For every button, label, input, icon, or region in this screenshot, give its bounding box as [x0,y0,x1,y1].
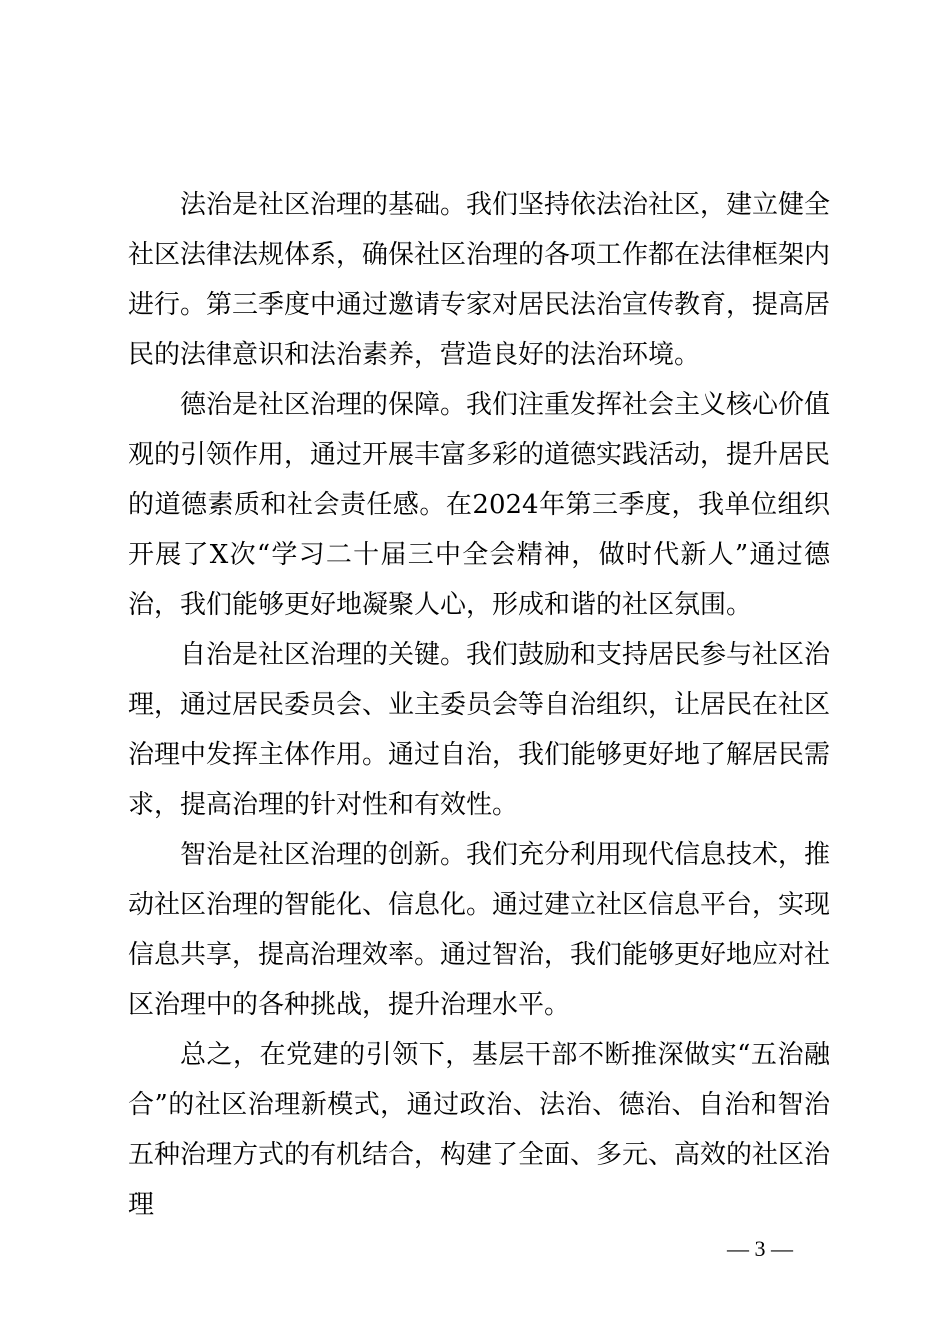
page-number: — 3 — [727,1236,793,1261]
paragraph-smart-governance: 智治是社区治理的创新。我们充分利用现代信息技术，推动社区治理的智能化、信息化。通过建立社区信息平台，实现信息共享，提高治理效率。通过智治，我们能够更好地应对社区治理中的各种挑战，提升治理水平。 [128,840,831,1020]
paragraph-rule-of-law: 法治是社区治理的基础。我们坚持依法治社区，建立健全社区法律法规体系，确保社区治理的各项工作都在法律框架内进行。第三季度中通过邀请专家对居民法治宣传教育，提高居民的法律意识和法治素养，营造良好的法治环境。 [128,190,831,370]
body-text [128,180,830,1230]
paragraph-summary: 总之，在党建的引领下，基层干部不断推深做实“五治融合”的社区治理新模式，通过政治、法治、德治、自治和智治五种治理方式的有机结合，构建了全面、多元、高效的社区治理 [128,1040,831,1220]
paragraph-rule-of-virtue: 德治是社区治理的保障。我们注重发挥社会主义核心价值观的引领作用，通过开展丰富多彩的道德实践活动，提升居民的道德素质和社会责任感。在2024年第三季度，我单位组织开展了X次“学习二十届三中全会精神，做时代新人”通过德治，我们能够更好地凝聚人心，形成和谐的社区氛围。 [128,390,831,620]
paragraph-self-governance: 自治是社区治理的关键。我们鼓励和支持居民参与社区治理，通过居民委员会、业主委员会等自治组织，让居民在社区治理中发挥主体作用。通过自治，我们能够更好地了解居民需求，提高治理的针对性和有效性。 [128,640,831,820]
